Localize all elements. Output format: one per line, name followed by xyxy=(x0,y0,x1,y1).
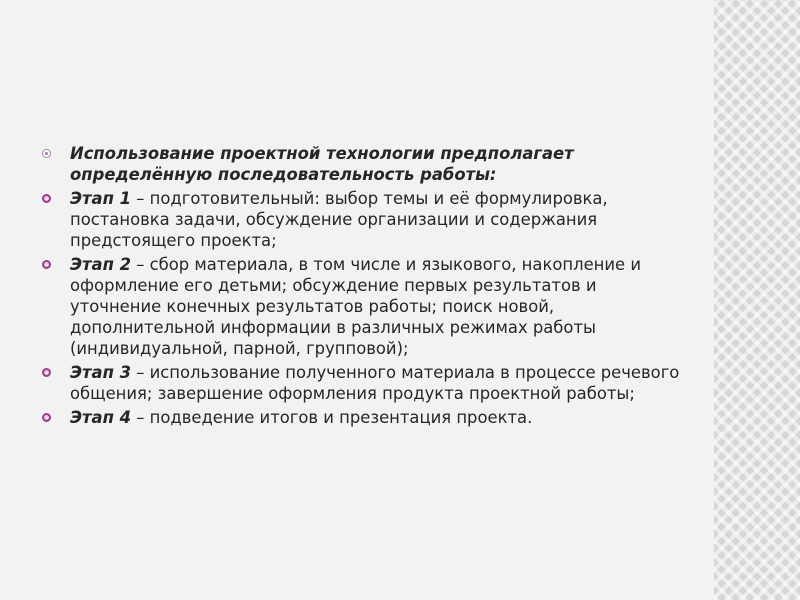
list-item-stage-1 xyxy=(42,188,682,251)
decorative-side-panel xyxy=(714,0,800,600)
bullet-icon xyxy=(42,149,51,158)
stage-label: Этап 4 xyxy=(70,408,132,427)
stage-label: Этап 1 xyxy=(70,189,132,208)
list-item-stage-4 xyxy=(42,407,682,428)
bullet-icon xyxy=(42,368,51,377)
stage-label: Этап 3 xyxy=(70,363,132,382)
intro-text: Использование проектной технологии предполагает определённую последовательность работы: xyxy=(70,144,574,184)
list-item-intro xyxy=(42,143,682,185)
bullet-icon xyxy=(42,260,51,269)
stage-label: Этап 2 xyxy=(70,255,132,274)
stage-text: – использование полученного материала в процессе речевого общения; завершение оформления продукта проектной работы; xyxy=(70,363,680,403)
bullet-list xyxy=(42,143,682,431)
stage-text: – подведение итогов и презентация проекта. xyxy=(131,408,533,427)
list-item-stage-3 xyxy=(42,362,682,404)
stage-text: – подготовительный: выбор темы и её формулировка, постановка задачи, обсуждение организации и содержания предстоящего проекта; xyxy=(70,189,608,250)
bullet-icon xyxy=(42,413,51,422)
bullet-icon xyxy=(42,194,51,203)
list-item-stage-2 xyxy=(42,254,682,359)
stage-text: – сбор материала, в том числе и языкового, накопление и оформление его детьми; обсуждение первых результатов и уточнение конечных результатов работы; поиск новой, дополнительной информации в различных режимах работы (индивидуальной, парной, групповой); xyxy=(70,255,641,358)
